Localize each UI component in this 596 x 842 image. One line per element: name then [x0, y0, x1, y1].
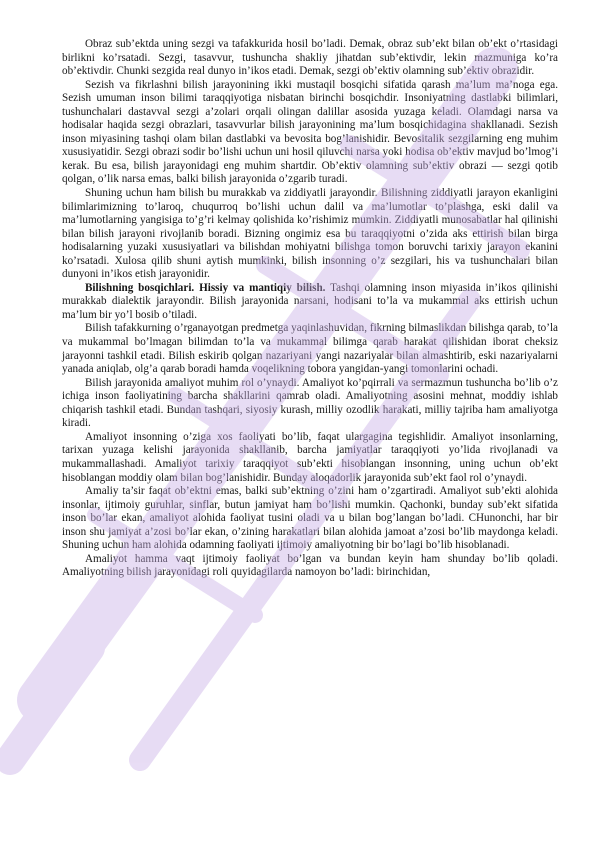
paragraph-text: Obraz sub’ektda uning sezgi va tafakkurida hosil bo’ladi. Demak, obraz sub’ekt bilan ob’ekt o’rtasidagi birlikni ko’rsatadi. Sezgi, tasavvur, tushuncha shakliy jihatdan sub’ektivdir, lekin mazmuniga ko’ra ob’ektivdir. Chunki sezgida real dunyo in’ikos etadi. Demak, sezgi ob’ektiv olamning sub’ektiv obrazidir.: [62, 38, 558, 78]
paragraph-text: Tashqi olamning inson miyasida in’ikos qilinishi murakkab dialektik jarayondir. Bilish jarayonida narsani, hodisani to’la va mukammal aks ettirish uchun ma’lum bir yo’l bosib o’tiladi.: [62, 281, 558, 321]
paragraph: [62, 38, 558, 79]
section-heading: Bilishning bosqichlari. Hissiy va mantiqiy bilish.: [85, 281, 326, 294]
paragraph-text: Shuning uchun ham bilish bu murakkab va ziddiyatli jarayondir. Bilishning ziddiyatli jarayon ekanligini bilimlarimizning to’laroq, chuqurroq bo’lishi uchun dalil va ma’lumotlar to’plashga, eski dalil va ma’lumotlarning yangisiga to’g’ri kelmay qolishida ko’rishimiz mumkin. Ziddiyatli munosabatlar hal qilinishi bilan bilish jarayoni rivojlanib boradi. Bizning ongimiz esa bu taraqqiyotni o’zida aks ettirish bilan birga hodisalarning yuzaki xususiyatlari va bilishdan mohiyatni bilishga tomon boruvchi tarixiy jarayon ekanini ko’rsatadi. Xulosa qilib shuni aytish mumkinki, bilish insonning o’z sezgilari, his va tushunchalari bilan dunyoni in’ikos etish jarayonidir.: [62, 187, 558, 281]
paragraph: [62, 485, 558, 553]
paragraph: [62, 282, 558, 323]
paragraph-text: Bilish tafakkurning o’rganayotgan predmetga yaqinlashuvidan, fikrning bilmaslikdan bilishga qarab, to’la va mukammal bo’lmagan bilimdan to’la va mukammal bilimga qarab harakat qilishidan iborat cheksiz jarayonni tashkil etadi. Bilish eskirib qolgan nazariyani yangi nazariyalar bilan almashtirib, eski nazariyalarni yanada aniqlab, olg’a qarab boradi hamda voqelikning tobora yangidan-yangi tomonlarini ochadi.: [62, 322, 558, 376]
paragraph: [62, 322, 558, 376]
paragraph-text: Sezish va fikrlashni bilish jarayonining ikki mustaqil bosqichi sifatida qarash ma’lum ma’noga ega. Sezish umuman inson bilimi taraqqiyotiga nisbatan birinchi bosqichdir. Insoniyatning dastlabki bilimlari, tushunchalari dastavval sezgi a’zolari orqali olingan dalillar asosida yuzaga keladi. Olamdagi narsa va hodisalar haqida sezgi obrazlari, tasavvurlar bilish jarayonining ma’lum bosqichidagina shakllanadi. Sezish inson miyasining tashqi olam bilan dastlabki va bevosita bog’lanishidir. Bevositalik sezgilarning eng muhim xususiyatidir. Sezgi obrazi sodir bo’lishi uchun uni hosil qiluvchi narsa yoki hodisa ob’ektiv mavjud bo’lmog’i kerak. Bu esa, bilish jarayonidagi eng muhim shartdir. Ob’ektiv olamning sub’ektiv obrazi — sezgi qotib qolgan, o’lik narsa emas, balki bilish jarayonida o’zgarib turadi.: [62, 78, 558, 186]
paragraph-text: Amaliy ta’sir faqat ob’ektni emas, balki sub’ektning o’zini ham o’zgartiradi. Amaliyot sub’ekti alohida insonlar, ijtimoiy guruhlar, sinflar, butun jamiyat ham bo’lishi mumkin. Qachonki, bunday sub’ekt sifatida inson bo’lar ekan, amaliyot alohida faoliyat tusini oladi va u bilan bog’langan bo’ladi. CHunonchi, har bir inson shu jamiyat a’zosi bo’lar ekan, o’zining harakatlari bilan alohida jamoat a’zosi bo’lib maydonga keladi. Shuning uchun ham alohida odamning faoliyati ijtimoiy amaliyotning bir bo’lagi bo’lib hisoblanadi.: [62, 485, 558, 552]
paragraph: [62, 553, 558, 580]
paragraph-text: Bilish jarayonida amaliyot muhim rol o’ynaydi. Amaliyot ko’pqirrali va sermazmun tushuncha bo’lib o’z ichiga inson faoliyatining barcha shakllarini qamrab oladi. Amaliyotning asosini mehnat, moddiy ishlab chiqarish tashkil etadi. Bundan tashqari, siyosiy kurash, milliy ozodlik harakati, milliy tajriba ham amaliyotga kiradi.: [62, 376, 558, 430]
document-body: [62, 38, 558, 580]
paragraph-text: Amaliyot insonning o’ziga xos faoliyati bo’lib, faqat ulargagina tegishlidir. Amaliyot insonlarning, tarixan yuzaga kelishi jarayonida shakllanib, barcha jamiyatlar taraqqiyoti yo’lida rivojlanadi va mukammallashadi. Amaliyot tarixiy taraqqiyot sub’ekti hisoblangan insonning, uning uchun ob’ekt hisoblangan moddiy olam bilan bog’lanishidir. Bunday aloqadorlik jarayonida sub’ekt faol rol o’ynaydi.: [62, 430, 558, 484]
paragraph: [62, 377, 558, 431]
paragraph: [62, 187, 558, 282]
paragraph: [62, 79, 558, 187]
paragraph: [62, 431, 558, 485]
paragraph-text: Amaliyot hamma vaqt ijtimoiy faoliyat bo’lgan va bundan keyin ham shunday bo’lib qoladi. Amaliyotning bilish jarayonidagi roli quyidagilarda namoyon bo’ladi: birinchidan,: [62, 552, 558, 579]
